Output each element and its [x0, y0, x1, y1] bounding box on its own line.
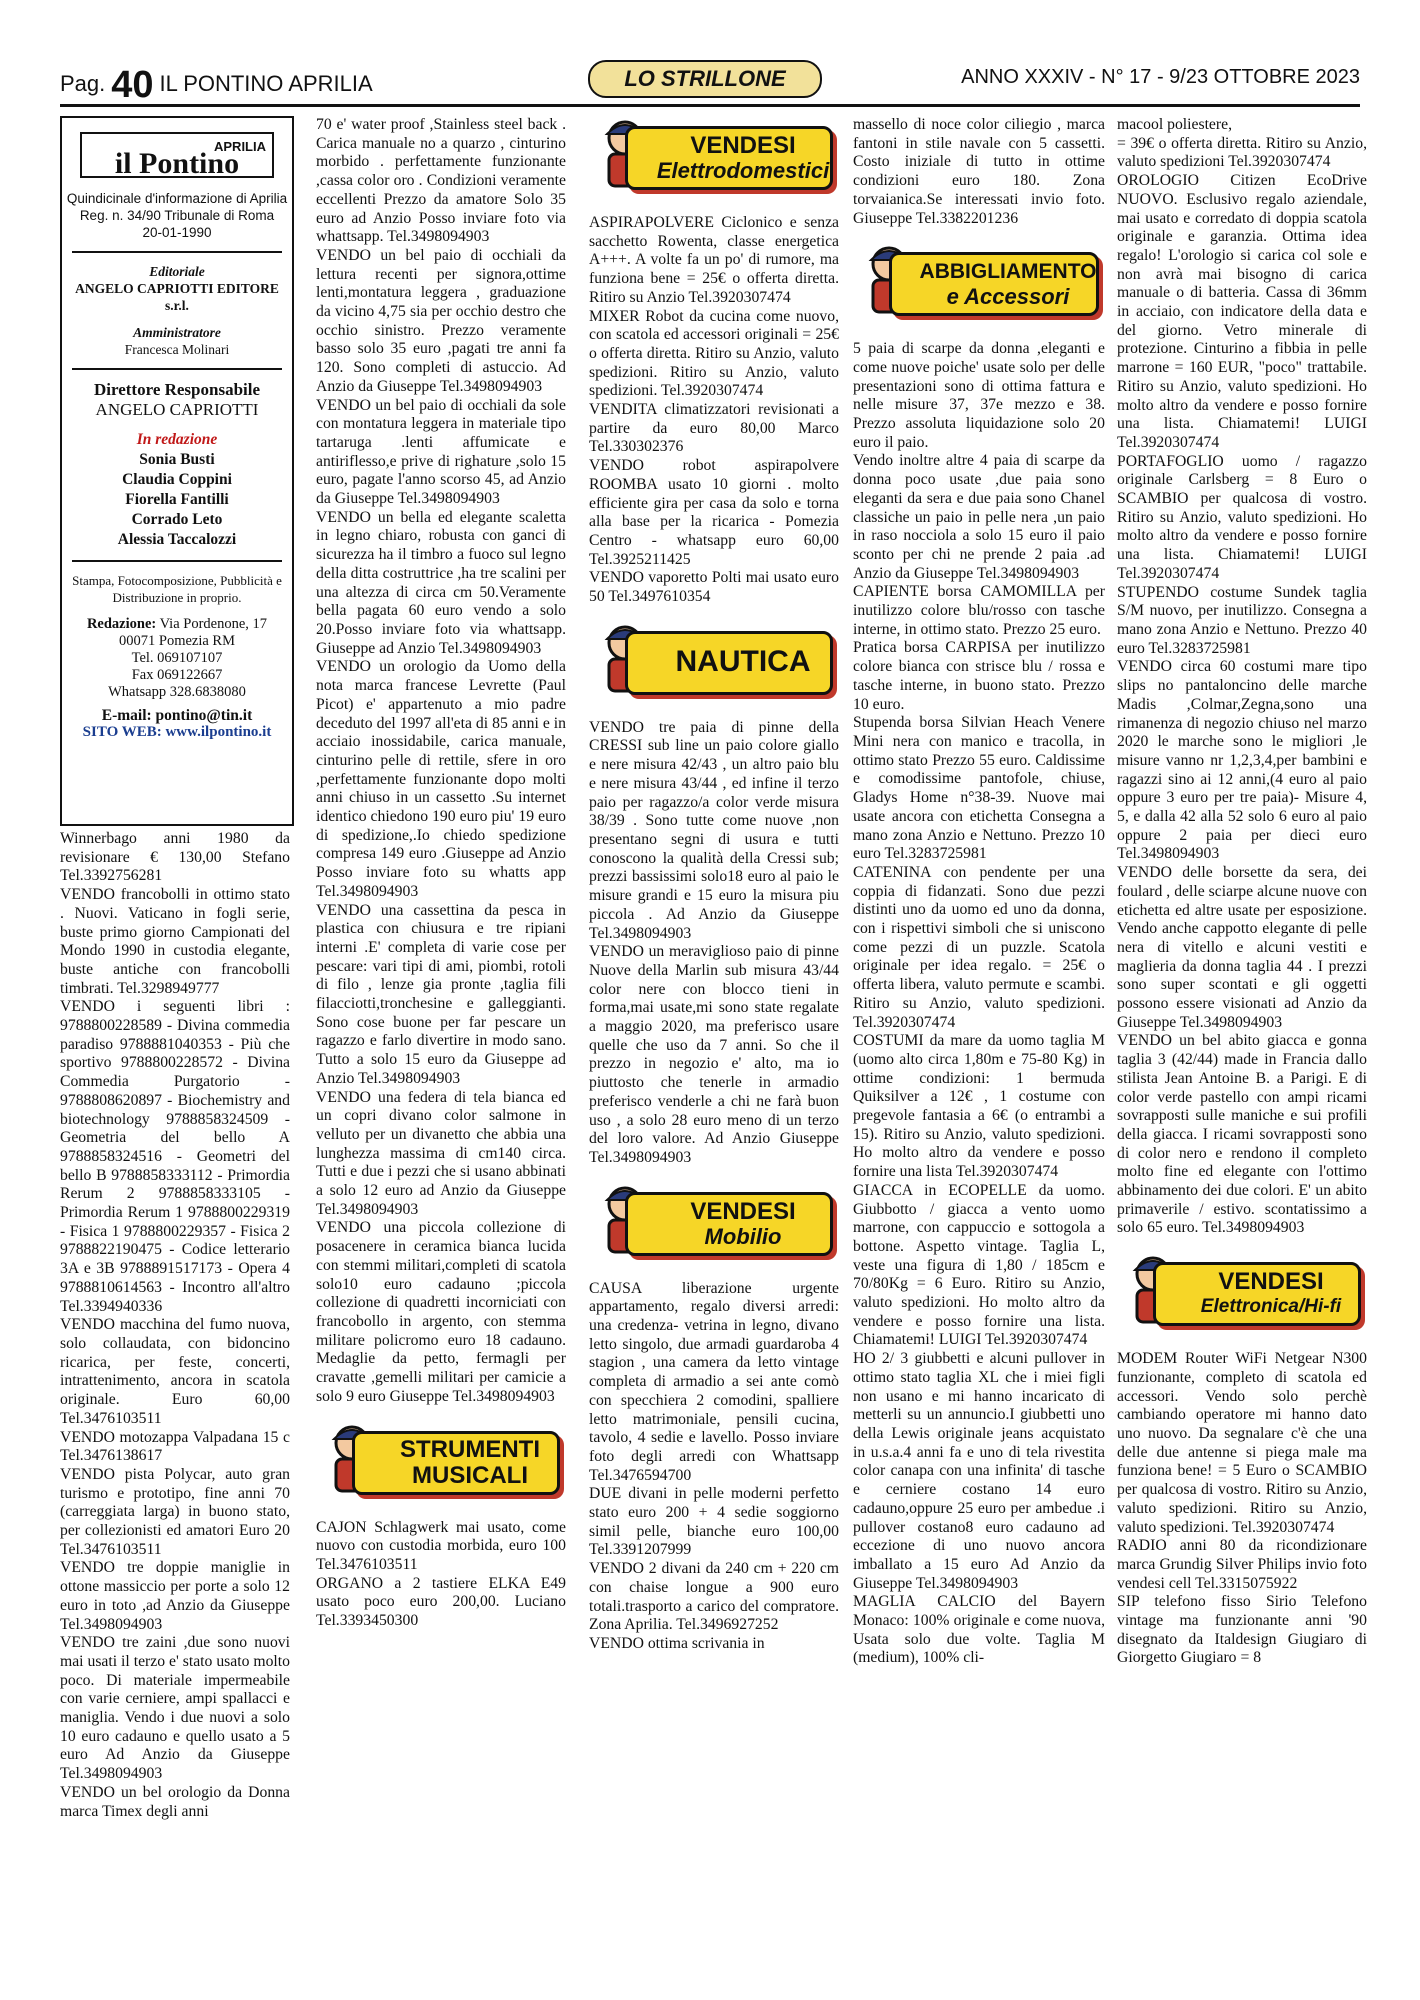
classified-ad: VENDO una cassettina da pesca in plastica con chiusura e tre ripiani interni .E' completa di varie cose per pescare: vari tipi di ami, piombi, rotoli di filo , lenze gia pronte ,taglia fili filacciotti,tronchesine e galleggianti. Sono cose buone per far pescare un ragazzo e farlo divertire in modo sano. Tutto a solo 15 euro da Giuseppe ad Anzio Tel.3498094903 [316, 901, 566, 1087]
classified-ad: VENDO un bella ed elegante scaletta in legno chiaro, robusta con ganci di sicurezza ha il timbro a fuoco sul legno della ditta costruttrice ,ha tre scalini per una altezza di circa cm 50.Veramente bella pagata 60 euro vendo a solo 20.Posso inviare foto via whattsapp. Giuseppe ad Anzio Tel.3498094903 [316, 508, 566, 657]
classified-ad: CAUSA liberazione urgente appartamento, regalo diversi arredi: una credenza- vetrina in legno, divano letto singolo, due armadi guardaroba 4 stagion , una camera da letto vintage completa di armadio a sei ante comò con specchiera 2 comodini, spalliere letto matrimoniale, pensili cucina, tavolo, 4 sedie e lavello. Posso inviare foto degli arredi con Whattsapp Tel.3476594700 [589, 1279, 839, 1484]
editore-name: ANGELO CAPRIOTTI EDITORE s.r.l. [75, 281, 279, 313]
section-banner-elettronica: VENDESI Elettronica/Hi-fi [1123, 1252, 1361, 1332]
classified-ad: VENDO un meraviglioso paio di pinne Nuove della Marlin sub misura 43/44 color nere con blocco tieni in forma,mai usate,mi sono state regalate a maggio 2020, ma preferisco usare quelle che uso da 7 anni. So che il prezzo in negozio e' alto, ma io piuttosto che tenerle in armadio preferisco venderle a chi ne farà buon uso , a solo 28 euro meno di un terzo del loro valore. Ad Anzio Giuseppe Tel.3498094903 [589, 943, 839, 1166]
classified-ad: MODEM Router WiFi Netgear N300 funzionante, completo di scatola ed accessori. Vendo solo perchè cambiando operatore mi hanno dato uno nuovo. Da segnalare c'è che una delle due antenne si piega male ma funziona bene! = 5 Euro o SCAMBIO per qualcosa di vostro. Ritiro su Anzio, valuto spedizioni. Ritiro su Anzio, valuto spedizioni. Tel.3920307474 [1117, 1350, 1367, 1536]
classified-ad: GIACCA in ECOPELLE da uomo. Giubbotto / giacca a vento uomo marrone, con cappuccio e sottogola a bottone. Aspetto vintage. Taglia L, veste una figura di 1,80 / 185cm e 70/80Kg = 6 Euro. Ritiro su Anzio, valuto spedizioni. Ho molto altro da vendere e posso fornire una lista. Chiamatemi! LUIGI Tel.3920307474 [853, 1181, 1105, 1349]
classified-ad: VENDITA climatizzatori revisionati a partire da euro 80,00 Marco Tel.330302376 [589, 401, 839, 456]
classified-ad: Winnerbago anni 1980 da revisionare € 130,00 Stefano Tel.3392756281 [60, 830, 290, 885]
direttore-name: ANGELO CAPRIOTTI [95, 400, 259, 419]
classified-ad: HO 2/ 3 giubbetti e alcuni pullover in ottimo stato taglia XL che i miei figli non usano e mi hanno incaricato di metterli su un annuncio.I giubbetti uno della Lewis originale jeans acquistato in u.s.a.4 anni fa e uno di tela rivestita color canapa con una infinita' di tasche e cerniere costano 14 euro cadauno,oppure 25 euro per ambedue .i pullover costano8 euro cadauno ad eccezione di uno nuovo ancora imballato a 15 euro Ad Anzio da Giuseppe Tel.3498094903 [853, 1350, 1105, 1592]
classified-ad: VENDO un bel orologio da Donna marca Timex degli anni [60, 1783, 290, 1820]
classified-ad: RADIO anni 80 da ricondizionare marca Grundig Silver Philips invio foto vendesi cell Tel.3315075922 [1117, 1537, 1367, 1592]
staff-member: Alessia Taccalozzi [117, 531, 237, 548]
masthead-logo: LO STRILLONE [588, 60, 822, 98]
classified-ad: CAJON Schlagwerk mai usato, come nuovo con custodia morbida, euro 100 Tel.3476103511 [316, 1518, 566, 1573]
colophon-box: APRILIA il Pontino Quindicinale d'informazione di Aprilia Reg. n. 34/90 Tribunale di Roma 20-01-1990 Editoriale ANGELO CAPRIOTTI EDITORE s.r.l. Amministratore Francesca Molinari Direttore Responsabile ANGELO CAPRIOTTI In redazione Sonia Busti Claudia Coppini Fiorella Fantilli Corrado Leto Alessia Taccalozzi Stampa, Fotocomposizione, Pubblicità e Distribuzione in proprio. Redazione: Via Pordenone, 17 00071 Pomezia RM Tel. 069107107 Fax 069122667 Whatsapp 328.6838080 E-mail: pontino@tin.it SITO WEB: www.ilpontino.it [60, 116, 294, 826]
issue-info: ANNO XXXIV - N° 17 - 9/23 OTTOBRE 2023 [961, 66, 1360, 88]
classified-ad: MIXER Robot da cucina come nuovo, con scatola ed accessori originali = 25€ o offerta diretta. Ritiro su Anzio, valuto spedizioni. Ritiro su Anzio, valuto spedizioni. Tel.3920307474 [589, 307, 839, 400]
classified-ad: VENDO un bel paio di occhiali da sole con montatura leggera in materiale tipo tartaruga .lenti affumicate e antiriflesso,e prive di righature ,solo 15 euro, pagate l'anno scorso 45, ad Anzio da Giuseppe Tel.3498094903 [316, 396, 566, 508]
email-link[interactable]: E-mail: pontino@tin.it [101, 707, 253, 724]
classified-ad: ASPIRAPOLVERE Ciclonico e senza sacchetto Rowenta, classe energetica A+++. A volte fa un po' di rumore, ma funziona bene = 25€ o offerta diretta. Ritiro su Anzio Tel.3920307474 [589, 214, 839, 306]
classified-ad: VENDO robot aspirapolvere ROOMBA usato 10 giorni . molto efficiente gira per casa da solo e torna alla base per la ricarica - Pomezia Centro - whatsapp euro 60,00 Tel.3925211425 [589, 457, 839, 568]
classified-ad: = 39€ o offerta diretta. Ritiro su Anzio, valuto spedizioni Tel.3920307474 [1117, 134, 1367, 171]
paper-name: IL PONTINO APRILIA [159, 71, 373, 96]
classified-ad: COSTUMI da mare da uomo taglia M (uomo alto circa 1,80m e 75-80 Kg) in ottime condizioni: 1 bermuda Quiksilver a 12€ , 1 costume con pregevole fantasia a 6€ (o entrambi a 15). Ritiro su Anzio, valuto spedizioni. Ho molto altro da vendere e posso fornire una lista Tel.3920307474 [853, 1032, 1105, 1181]
classified-ad: VENDO ottima scrivania in [589, 1635, 765, 1652]
staff-member: Fiorella Fantilli [125, 491, 229, 508]
classified-ad: 70 e' water proof ,Stainless steel back . Carica manuale no a quarzo , cinturino morbido . perfettamente funzionante ,cassa color oro . Condizioni veramente eccellenti Prezzo da amatore Solo 35 euro ad Anzio Posso inviare foto via whattsapp. Tel.3498094903 [316, 116, 566, 246]
classified-ad: VENDO tre zaini ,due sono nuovi mai usati il terzo e' stato usato molto poco. Di materiale impermeabile con varie cerniere, ampi spallacci e maniglia. Vendo i due nuovi a solo 10 euro cadauno e quello usato a 5 euro Ad Anzio da Giuseppe Tel.3498094903 [60, 1634, 290, 1783]
classified-ad: VENDO motozappa Valpadana 15 c Tel.3476138617 [60, 1428, 290, 1465]
classified-ad: VENDO circa 60 costumi mare tipo slips no pantaloncino delle marche Madis ,Colmar,Zegna,sono una rimanenza di negozio chiuso nel marzo 2020 le marche sono le migliori ,le misure vanno nr 1,2,3,4,per bambini e ragazzi sino ai 12 anni,(4 euro al paio oppure 3 euro per tre paia)- Misure 4, 5, e dalla 42 alla 52 solo 6 euro al paio oppure 2 paia per dieci euro Tel.3498094903 [1117, 658, 1367, 863]
section-banner-abbigliamento: ABBIGLIAMENTO e Accessori [859, 242, 1099, 322]
classified-ad: VENDO macchina del fumo nuova, solo collaudata, con bidoncino ricarica, per feste, concerti, intrattenimento, ancora in scatola originale. Euro 60,00 Tel.3476103511 [60, 1316, 290, 1427]
classified-ad: VENDO pista Polycar, auto gran turismo e prototipo, fine anni 70 (carreggiata larga) in buono stato, per collezionisti ed amatori Euro 20 Tel.3476103511 [60, 1465, 290, 1558]
classified-ad: STUPENDO costume Sundek taglia S/M nuovo, per inutilizzo. Consegna a mano zona Anzio e Nettuno. Prezzo 40 euro Tel.3283725981 [1117, 583, 1367, 657]
page-number-label: Pag. 40 IL PONTINO APRILIA [60, 64, 373, 106]
classified-ad: OROLOGIO Citizen EcoDrive NUOVO. Esclusivo regalo aziendale, mai usato e corredato di doppia scatola originale e garanzia. Ottima idea regalo! L'orologio si carica col sole e non avrà mai bisogno di carica manuale o di batteria. Cassa di 36mm in acciaio, con indicatore della data e del giorno. Vetro minerale di protezione. Cinturino a fibbia in pelle marrone = 160 EUR, "poco" trattabile. Ritiro su Anzio, valuto spedizioni. Ho molto altro da vendere e posso fornire una lista. Chiamatemi! LUIGI Tel.3920307474 [1117, 172, 1367, 451]
classified-ad: VENDO una federa di tela bianca ed un copri divano color salmone in velluto per un divanetto che abbia una lunghezza massima di cm140 circa. Tutti e due i pezzi che si usano abbinati a solo 12 euro ad Anzio da Giuseppe Tel.3498094903 [316, 1088, 566, 1218]
classified-ad: Vendo inoltre altre 4 paia di scarpe da donna poco usate ,due paia sono eleganti da sera e due paia sono Chanel classiche un paio in pelle nera ,un paio in raso nocciola a solo 15 euro il paio sconto per chi ne prende 2 paia .ad Anzio da Giuseppe Tel.3498094903 [853, 452, 1105, 582]
classified-ad: VENDO vaporetto Polti mai usato euro 50 Tel.3497610354 [589, 569, 839, 606]
page-number: 40 [111, 64, 154, 106]
classified-ad: PORTAFOGLIO uomo / ragazzo originale Carlsberg = 8 Euro o SCAMBIO per qualcosa di vostro. Ritiro su Anzio, valuto spedizioni. Ho molto altro da vendere e posso fornire una lista. Chiamatemi! LUIGI Tel.3920307474 [1117, 452, 1367, 582]
classified-ad: VENDO francobolli in ottimo stato . Nuovi. Vaticano in fogli serie, buste primo giorno Campionati del Mondo 1990 in custodia elegante, buste antiche con francobolli timbrati. Tel.3298949777 [60, 886, 290, 997]
classified-ad: Pratica borsa CARPISA per inutilizzo colore bianca con strisce blu / rossa e tasche interne, in buono stato. Prezzo 10 euro. [853, 639, 1105, 713]
staff-member: Sonia Busti [139, 451, 215, 468]
classified-ad: VENDO delle borsette da sera, dei foulard , delle sciarpe alcune nuove con etichetta ed altre usate per esposizione. Vendo anche cappotto elegante di pelle nera di vitello e alcuni vestiti e maglieria da donna taglia 44 . I prezzi sono super scontati e gli oggetti possono essere visionati ad Anzio da Giuseppe Tel.3498094903 [1117, 864, 1367, 1031]
classified-ad: Stupenda borsa Silvian Heach Venere Mini nera con manico e tracolla, in ottimo stato Prezzo 55 euro. Caldissime e comodissime pantofole, chiuse, Gladys Home n°38-39. Nuove mai usate ancora con etichetta Consegna a mano zona Anzio e Nettuno. Prezzo 10 euro Tel.3283725981 [853, 714, 1105, 863]
classified-ad: 5 paia di scarpe da donna ,eleganti e come nuove poiche' usate solo per delle presentazioni sono di ottima fattura e nelle misure 37, 37e mezzo e 38. Prezzo assoluta liquidazione solo 20 euro il paio. [853, 340, 1105, 451]
classified-ad: VENDO tre paia di pinne della CRESSI sub line un paio colore giallo e nere misura 42/43 , un altro paio blu e nere misura 43/44 , ed infine il terzo paio per ragazzo/a color verde misura 38/39 . Sono tutte come nuove ,non presentano segni di usura e tutti conoscono la qualità della Cressi sub; prezzi bassissimi solo18 euro al paio le misure grandi e 15 euro la misura piu piccola . Ad Anzio da Giuseppe Tel.3498094903 [589, 718, 839, 942]
classified-ad: VENDO i seguenti libri : 9788800228589 - Divina commedia paradiso 9788881040353 - Più che sportivo 9788800228572 - Divina Commedia Purgatorio - 9788808620897 - Biochemistry and biotechnology 9788858324509 - Geometria del bello A 9788858324516 - Geometri del bello B 9788858333112 - Primordia Rerum 2 9788858333105 - Primordia Rerum 1 9788800229319 - Fisica 1 9788800229357 - Fisica 2 9788822190475 - Codice letterario 3A e 3B 9788891517173 - Opera 4 9788810614563 - Incontro all'altro Tel.3394940336 [60, 998, 290, 1315]
pontino-logo: APRILIA il Pontino [80, 132, 274, 178]
classified-ad: VENDO tre doppie maniglie in ottone massiccio per porte a solo 12 euro in toto ,ad Anzio da Giuseppe Tel.3498094903 [60, 1559, 290, 1633]
section-banner-nautica: NAUTICA [595, 621, 833, 701]
column-3 [589, 116, 839, 1654]
website-link[interactable]: SITO WEB: www.ilpontino.it [82, 724, 272, 740]
section-banner-strumenti-musicali: STRUMENTI MUSICALI [322, 1421, 560, 1501]
classified-ad: macool poliestere, [1117, 116, 1232, 133]
staff-member: Claudia Coppini [122, 471, 232, 488]
classified-ad: DUE divani in pelle moderni perfetto stato euro 200 + 4 sedie soggiorno simil pelle, bianche euro 100,00 Tel.3391207999 [589, 1485, 839, 1559]
classified-ad: VENDO un orologio da Uomo della nota marca francese Levrette (Paul Picot) e' appartenuto a mio padre deceduto del 1997 all'eta di 85 anni e in acciaio inossidabile, carica manuale, cinturino pelle di rettile, sfere in oro ,perfettamente funzionante dopo molti anni chiuso in un cassetto .Su internet identico chiedono 190 euro piu' 19 euro di spedizione,.Io chiedo spedizione compresa 149 euro .Giuseppe ad Anzio Posso inviare foto su whatts app Tel.3498094903 [316, 658, 566, 900]
classified-ad: VENDO un bel paio di occhiali da lettura recenti per signora,ottime lenti,montatura leggera , graduazione da vicino 4,75 sia per occhio destro che occhio sinistro. Prezzo veramente basso solo 35 euro ,pagati tre anni fa 120. Sono completi di astuccio. Ad Anzio da Giuseppe Tel.3498094903 [316, 246, 566, 395]
section-banner-mobilio: VENDESI Mobilio [595, 1182, 833, 1262]
classified-ad: VENDO un bel abito giacca e gonna taglia 3 (42/44) made in Francia dallo stilista Jean Antoine B. a Parigi. E di color verde pastello con ampi ricami sovrapposti sulle maniche e sui profili della giacca. I ricami sovrapposti sono di color nero e rendono il completo molto fine ed elegante con l'ottimo abbinamento dei due colori. E' un abito primaverile / estivo. scontatissimo a solo 65 euro. Tel.3498094903 [1117, 1032, 1367, 1237]
column-1 [60, 830, 290, 1821]
classified-ad: SIP telefono fisso Sirio Telefono vintage ma funzionante anni '90 disegnato da Italdesign Giugiaro di Giorgetto Giugiaro = 8 [1117, 1593, 1367, 1667]
column-2 [316, 116, 566, 1631]
classified-ad: VENDO 2 divani da 240 cm + 220 cm con chaise longue a 900 euro totali.trasporto a carico del compratore. Zona Aprilia. Tel.3496927252 [589, 1560, 839, 1634]
classified-ad: ORGANO a 2 tastiere ELKA E49 usato poco euro 200,00. Luciano Tel.3393450300 [316, 1574, 566, 1630]
column-5 [1117, 116, 1367, 1668]
classified-ad: massello di noce color ciliegio , marca fantoni in stile navale con 5 cassetti. Costo iniziale di tutto in ottime condizioni euro 180. Zona torvaianica.Se interessati invio foto. Giuseppe Tel.3382201236 [853, 116, 1105, 227]
section-banner-elettrodomestici: VENDESI Elettrodomestici [595, 116, 833, 196]
classified-ad: CAPIENTE borsa CAMOMILLA per inutilizzo colore blu/rosso con tasche interne, in ottimo stato. Prezzo 25 euro. [853, 583, 1105, 638]
classified-ad: CATENINA con pendente per una coppia di fidanzati. Sono due pezzi distinti uno da uomo ed uno da donna, con i rispettivi simboli che si uniscono come pezzi di un puzzle. Scatola originale per idea regalo. = 25€ o offerta libera, valuto permute e scambi. Ritiro su Anzio, valuto spedizioni. Tel.3920307474 [853, 863, 1105, 1031]
column-4 [853, 116, 1105, 1668]
classified-ad: MAGLIA CALCIO del Bayern Monaco: 100% originale e come nuova, Usata solo due volte. Taglia M (medium), 100% cli- [853, 1593, 1105, 1667]
staff-member: Corrado Leto [131, 511, 223, 528]
page-header [60, 56, 1360, 107]
classified-ad: VENDO una piccola collezione di posacenere in ceramica bianca lucida con stemmi militari,completi di scatola solo10 euro cadauno ;piccola collezione di quadretti incorniciati con francobollo in argento, con stemma militare policromo euro 18 cadauno. Medaglie da petto, fermagli per cravatte ,gemelli militari per camicie a solo 9 euro Giuseppe Tel.3498094903 [316, 1219, 566, 1405]
